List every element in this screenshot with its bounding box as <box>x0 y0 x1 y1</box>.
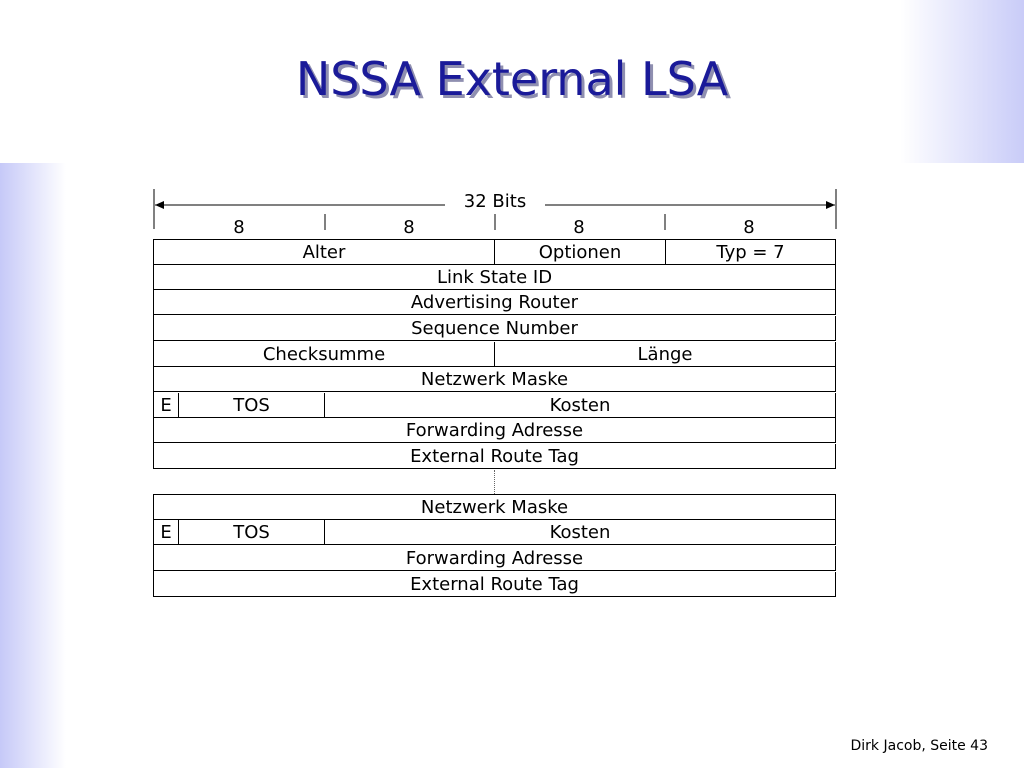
octet-label: 8 <box>233 217 245 238</box>
lsa-row <box>154 572 836 597</box>
field-age: Alter <box>154 240 495 265</box>
slide-footer: Dirk Jacob, Seite 43 <box>850 738 988 754</box>
field-external-route-tag: External Route Tag <box>154 444 836 469</box>
field-tos: TOS <box>179 393 325 418</box>
field-length: Länge <box>495 342 836 367</box>
field-sequence-number: Sequence Number <box>154 316 836 341</box>
field-external-route-tag: External Route Tag <box>154 572 836 597</box>
lsa-row <box>154 290 836 315</box>
field-forwarding-address: Forwarding Adresse <box>154 546 836 571</box>
lsa-table <box>153 239 836 469</box>
lsa-row <box>154 444 836 469</box>
field-metric: Kosten <box>325 520 836 545</box>
slide-title: NSSA External LSA <box>295 52 729 106</box>
lsa-row-header <box>154 240 836 265</box>
continuation-dots <box>494 470 495 494</box>
lsa-row <box>154 265 836 290</box>
field-e-bit: E <box>154 520 179 545</box>
field-checksum: Checksumme <box>154 342 495 367</box>
field-forwarding-address: Forwarding Adresse <box>154 418 836 443</box>
field-metric: Kosten <box>325 393 836 418</box>
field-link-state-id: Link State ID <box>154 265 836 290</box>
lsa-row <box>154 546 836 571</box>
field-e-bit: E <box>154 393 179 418</box>
field-advertising-router: Advertising Router <box>154 290 836 315</box>
lsa-row <box>154 342 836 367</box>
lsa-row <box>154 495 836 520</box>
lsa-row <box>154 520 836 545</box>
sidebar-gradient <box>0 163 66 768</box>
lsa-row <box>154 393 836 418</box>
octet-label: 8 <box>403 217 415 238</box>
field-options: Optionen <box>495 240 666 265</box>
lsa-row <box>154 316 836 341</box>
bit-width-label: 32 Bits <box>445 192 545 212</box>
octet-label: 8 <box>743 217 755 238</box>
octet-label: 8 <box>573 217 585 238</box>
lsa-row <box>154 418 836 443</box>
lsa-repeat-table <box>153 494 836 597</box>
field-network-mask: Netzwerk Maske <box>154 367 836 392</box>
field-network-mask: Netzwerk Maske <box>154 495 836 520</box>
lsa-row <box>154 367 836 392</box>
field-type: Typ = 7 <box>666 240 836 265</box>
field-tos: TOS <box>179 520 325 545</box>
